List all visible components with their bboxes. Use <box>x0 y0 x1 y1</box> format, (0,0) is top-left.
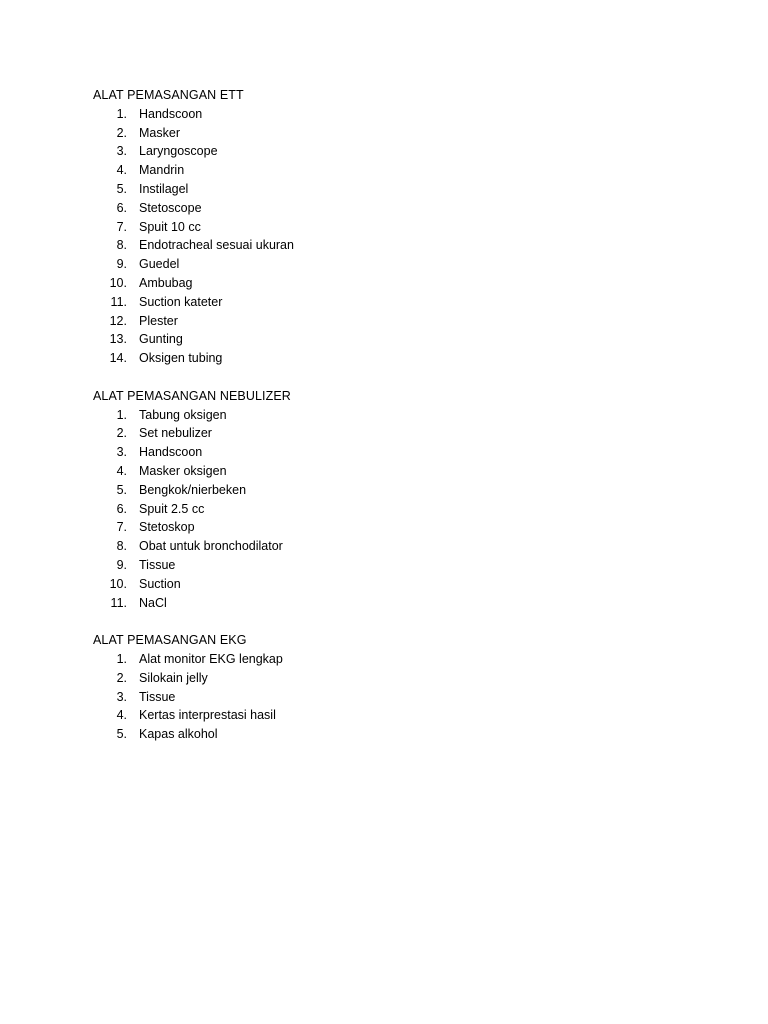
list-item <box>93 293 693 312</box>
item-label: Spuit 10 cc <box>139 219 201 234</box>
list-item <box>93 199 693 218</box>
item-label: Masker oksigen <box>139 463 227 478</box>
list-item <box>93 312 693 331</box>
item-number: 1. <box>116 651 127 666</box>
section-ett <box>93 86 693 368</box>
list-item <box>93 330 693 349</box>
list-item <box>93 218 693 237</box>
list-item <box>93 650 693 669</box>
item-number: 1. <box>116 106 127 121</box>
list-item <box>93 500 693 519</box>
list-item <box>93 594 693 613</box>
item-label: Stetoscope <box>139 200 202 215</box>
item-label: Obat untuk bronchodilator <box>139 539 283 554</box>
item-label: Handscoon <box>139 445 203 460</box>
item-label: Tabung oksigen <box>139 407 227 422</box>
item-list <box>93 105 693 368</box>
list-item <box>93 424 693 443</box>
list-item <box>93 575 693 594</box>
item-label: Silokain jelly <box>139 670 208 685</box>
list-item <box>93 349 693 368</box>
list-item <box>93 105 693 124</box>
item-number: 9. <box>116 257 127 272</box>
item-label: Spuit 2.5 cc <box>139 501 205 516</box>
list-item <box>93 443 693 462</box>
item-number: 12. <box>109 313 127 328</box>
item-number: 3. <box>116 445 127 460</box>
item-number: 6. <box>116 501 127 516</box>
item-number: 10. <box>109 275 127 290</box>
item-label: Suction <box>139 576 181 591</box>
section-title: ALAT PEMASANGAN EKG <box>93 633 247 648</box>
list-item <box>93 255 693 274</box>
list-item <box>93 236 693 255</box>
item-label: Alat monitor EKG lengkap <box>139 651 283 666</box>
item-number: 14. <box>109 351 127 366</box>
list-item <box>93 537 693 556</box>
item-label: Kertas interprestasi hasil <box>139 708 276 723</box>
section-ekg <box>93 631 693 744</box>
section-title: ALAT PEMASANGAN NEBULIZER <box>93 388 291 403</box>
item-number: 7. <box>116 520 127 535</box>
item-label: Stetoskop <box>139 520 195 535</box>
item-list <box>93 650 693 744</box>
item-label: NaCl <box>139 595 167 610</box>
item-number: 3. <box>116 689 127 704</box>
item-number: 5. <box>116 181 127 196</box>
item-list <box>93 406 693 613</box>
item-number: 10. <box>109 576 127 591</box>
section-title: ALAT PEMASANGAN ETT <box>93 88 244 102</box>
item-label: Handscoon <box>139 106 203 121</box>
item-label: Plester <box>139 313 178 328</box>
item-number: 7. <box>116 219 127 234</box>
item-label: Oksigen tubing <box>139 351 223 366</box>
item-number: 8. <box>116 238 127 253</box>
item-number: 2. <box>116 125 127 140</box>
item-label: Mandrin <box>139 163 185 178</box>
item-number: 4. <box>116 708 127 723</box>
item-number: 11. <box>110 294 127 309</box>
list-item <box>93 406 693 425</box>
list-item <box>93 556 693 575</box>
item-label: Tissue <box>139 689 176 704</box>
item-label: Suction kateter <box>139 294 223 309</box>
item-number: 1. <box>116 407 127 422</box>
item-number: 2. <box>116 670 127 685</box>
item-number: 5. <box>116 482 127 497</box>
item-number: 9. <box>116 557 127 572</box>
item-label: Guedel <box>139 257 180 272</box>
list-item <box>93 706 693 725</box>
document-content <box>93 86 693 763</box>
item-number: 4. <box>116 163 127 178</box>
list-item <box>93 688 693 707</box>
list-item <box>93 518 693 537</box>
item-label: Instilagel <box>139 181 189 196</box>
list-item <box>93 274 693 293</box>
item-label: Laryngoscope <box>139 144 218 159</box>
item-number: 4. <box>116 463 127 478</box>
item-label: Set nebulizer <box>139 426 212 441</box>
item-number: 5. <box>116 727 127 742</box>
section-nebulizer <box>93 387 693 613</box>
item-number: 6. <box>116 200 127 215</box>
item-label: Kapas alkohol <box>139 727 218 742</box>
item-number: 8. <box>116 539 127 554</box>
item-label: Masker <box>139 125 180 140</box>
item-number: 11. <box>110 595 127 610</box>
item-number: 2. <box>116 426 127 441</box>
list-item <box>93 725 693 744</box>
list-item <box>93 142 693 161</box>
list-item <box>93 669 693 688</box>
list-item <box>93 462 693 481</box>
item-label: Gunting <box>139 332 183 347</box>
list-item <box>93 161 693 180</box>
item-label: Ambubag <box>139 275 193 290</box>
item-label: Tissue <box>139 557 176 572</box>
item-label: Bengkok/nierbeken <box>139 482 247 497</box>
list-item <box>93 180 693 199</box>
item-label: Endotracheal sesuai ukuran <box>139 238 294 253</box>
item-number: 3. <box>116 144 127 159</box>
item-number: 13. <box>109 332 127 347</box>
list-item <box>93 481 693 500</box>
list-item <box>93 124 693 143</box>
